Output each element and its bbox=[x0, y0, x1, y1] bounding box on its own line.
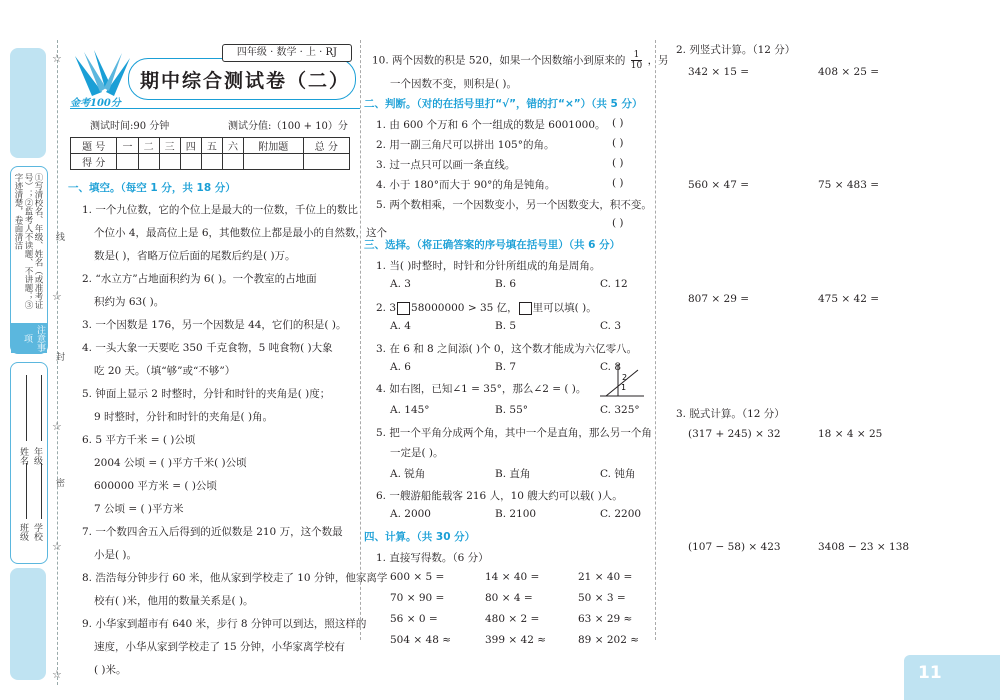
section-3-title: 三、选择。（将正确答案的序号填在括号里）（共 6 分） bbox=[364, 239, 621, 251]
option[interactable]: B. 5 bbox=[495, 320, 517, 332]
option[interactable]: B. 55° bbox=[495, 404, 529, 416]
calc-item: 89 × 202 ≈ bbox=[578, 634, 640, 646]
question-line: 吃 20 天。（填“够”或“不够”） bbox=[94, 365, 236, 377]
angle-label: 2 bbox=[622, 373, 628, 382]
section-4-title: 四、计算。（共 30 分） bbox=[364, 531, 476, 543]
question-line: 6. 5 平方千米 = ( )公顷 bbox=[82, 434, 196, 446]
calc-item: 475 × 42 = bbox=[818, 293, 880, 305]
cut-label: 线 bbox=[54, 232, 64, 241]
option[interactable]: B. 6 bbox=[495, 278, 517, 290]
score-cell[interactable] bbox=[180, 154, 201, 170]
star-icon: ☆ bbox=[52, 668, 62, 681]
question-text: 58000000 > 35 亿， bbox=[411, 302, 518, 314]
option[interactable]: C. 钝角 bbox=[600, 468, 636, 480]
question-line: 9. 小华家到超市有 640 米，步行 8 分钟可以到达，照这样的 bbox=[82, 618, 367, 630]
brand-logo-text: 金考100分 bbox=[70, 98, 121, 109]
table-row-label: 得 分 bbox=[71, 154, 117, 170]
calc-item: 80 × 4 = bbox=[485, 592, 533, 604]
option[interactable]: A. 2000 bbox=[390, 508, 431, 520]
judge-item: 5. 两个数相乘，一个因数变小，另一个因数变大，积不变。 bbox=[376, 199, 652, 211]
option[interactable]: A. 4 bbox=[390, 320, 411, 332]
score-cell[interactable] bbox=[303, 154, 349, 170]
calc-item: 56 × 0 = bbox=[390, 613, 438, 625]
page-number-tab bbox=[904, 655, 1000, 700]
class-field[interactable] bbox=[26, 463, 27, 519]
score-cell[interactable] bbox=[222, 154, 243, 170]
calc-item: (317 + 245) × 32 bbox=[688, 428, 781, 440]
question-line: 数是( )，省略万位后面的尾数后约是( )万。 bbox=[94, 250, 296, 262]
grade-field[interactable] bbox=[41, 375, 42, 441]
table-header-cell: 题 号 bbox=[71, 138, 117, 154]
judge-item: 1. 由 600 个万和 6 个一组成的数是 6001000。 bbox=[376, 119, 606, 131]
angle-figure bbox=[598, 360, 646, 400]
judge-item: 4. 小于 180°而大于 90°的角是钝角。 bbox=[376, 179, 556, 191]
question-line: 4. 一头大象一天要吃 350 千克食物，5 吨食物( )大象 bbox=[82, 342, 333, 354]
calc-item: 70 × 90 = bbox=[390, 592, 445, 604]
table-header-cell: 附加题 bbox=[244, 138, 303, 154]
question-line: 1. 当( )时整时，时针和分针所组成的角是周角。 bbox=[376, 260, 601, 272]
calc-item: 342 × 15 = bbox=[688, 66, 750, 78]
subsection-title: 2. 列竖式计算。（12 分） bbox=[676, 44, 796, 56]
question-line bbox=[376, 300, 597, 315]
option[interactable]: C. 8 bbox=[600, 361, 622, 373]
question-line: 一个因数不变，则积是( )。 bbox=[390, 78, 518, 90]
binding-strip-bottom bbox=[10, 568, 46, 680]
question-line: 3. 在 6 和 8 之间添( )个 0，这个数才能成为六亿零八。 bbox=[376, 343, 638, 355]
question-text: 2. 3 bbox=[376, 302, 397, 314]
table-header-cell: 一 bbox=[117, 138, 138, 154]
answer-paren[interactable]: ( ) bbox=[612, 137, 624, 149]
question-line: 一定是( )。 bbox=[390, 447, 444, 459]
table-header-cell: 四 bbox=[180, 138, 201, 154]
question-line: 速度，小华从家到学校走了 15 分钟，小华家离学校有 bbox=[94, 641, 346, 653]
question-line: 2. “水立方”占地面积约为 6( )。一个教室的占地面 bbox=[82, 273, 317, 285]
table-row bbox=[71, 154, 350, 170]
subsection-title: 3. 脱式计算。（12 分） bbox=[676, 408, 785, 420]
calc-item: 21 × 40 = bbox=[578, 571, 633, 583]
question-text: 里可以填( )。 bbox=[532, 302, 597, 314]
calc-item: 600 × 5 = bbox=[390, 571, 445, 583]
grade-tag: 四年级 · 数学 · 上 · RJ bbox=[222, 44, 352, 62]
question-line: 个位小 4，最高位上是 6，其他数位上都是最小的自然数，这个 bbox=[94, 227, 388, 239]
notice-text: ①写清校名、年级、姓名（或准考证号）；②监考人不读题、不讲题；③字迹清楚，卷面清洁 bbox=[13, 173, 43, 309]
table-header-cell: 二 bbox=[138, 138, 159, 154]
calc-item: 18 × 4 × 25 bbox=[818, 428, 883, 440]
fraction-denominator: 10 bbox=[630, 61, 643, 71]
calc-item: 3408 − 23 × 138 bbox=[818, 541, 910, 553]
school-field[interactable] bbox=[41, 463, 42, 519]
notice-box bbox=[10, 166, 48, 354]
score-cell[interactable] bbox=[138, 154, 159, 170]
answer-paren[interactable]: ( ) bbox=[612, 217, 624, 229]
score-cell[interactable] bbox=[117, 154, 138, 170]
score-table bbox=[70, 137, 350, 170]
table-header-cell: 总 分 bbox=[303, 138, 349, 154]
star-icon: ☆ bbox=[52, 420, 62, 433]
option[interactable]: B. 7 bbox=[495, 361, 517, 373]
calc-item: 50 × 3 = bbox=[578, 592, 626, 604]
calc-item: 807 × 29 = bbox=[688, 293, 750, 305]
answer-paren[interactable]: ( ) bbox=[612, 117, 624, 129]
score-cell[interactable] bbox=[244, 154, 303, 170]
question-line: 6. 一艘游船能载客 216 人，10 艘大约可以载( )人。 bbox=[376, 490, 623, 502]
table-header-cell: 六 bbox=[222, 138, 243, 154]
calc-item: 14 × 40 = bbox=[485, 571, 540, 583]
subsection-title: 1. 直接写得数。（6 分） bbox=[376, 552, 489, 564]
divider bbox=[70, 108, 360, 109]
score-cell[interactable] bbox=[159, 154, 180, 170]
question-line: 小是( )。 bbox=[94, 549, 138, 561]
question-text: 10. 两个因数的积是 520，如果一个因数缩小到原来的 bbox=[372, 54, 626, 67]
option[interactable]: B. 2100 bbox=[495, 508, 537, 520]
name-field[interactable] bbox=[26, 375, 27, 441]
option[interactable]: C. 3 bbox=[600, 320, 622, 332]
question-line: 600000 平方米 = ( )公顷 bbox=[94, 480, 217, 492]
option[interactable]: C. 325° bbox=[600, 404, 640, 416]
answer-paren[interactable]: ( ) bbox=[612, 177, 624, 189]
table-header-cell: 五 bbox=[201, 138, 222, 154]
question-line: 7. 一个数四舍五入后得到的近似数是 210 万，这个数最 bbox=[82, 526, 343, 538]
question-line: 5. 把一个平角分成两个角，其中一个是直角，那么另一个角 bbox=[376, 427, 652, 439]
option[interactable]: A. 锐角 bbox=[390, 468, 426, 480]
table-header-cell: 三 bbox=[159, 138, 180, 154]
calc-item: (107 − 58) × 423 bbox=[688, 541, 781, 553]
grade-label: 年级 bbox=[32, 447, 42, 465]
section-2-title: 二、判断。（对的在括号里打“√”，错的打“×”）（共 5 分） bbox=[364, 98, 643, 110]
star-icon: ☆ bbox=[52, 52, 62, 65]
notice-title: 注意事项 bbox=[11, 323, 47, 353]
school-label: 学校 bbox=[32, 523, 42, 541]
name-label: 姓名 bbox=[18, 447, 28, 465]
calc-item: 399 × 42 ≈ bbox=[485, 634, 547, 646]
question-line: 8. 浩浩每分钟步行 60 米，他从家到学校走了 10 分钟，他家离学 bbox=[82, 572, 388, 584]
question-line bbox=[372, 50, 669, 71]
fraction bbox=[631, 50, 642, 71]
star-icon: ☆ bbox=[52, 540, 62, 553]
judge-item: 3. 过一点只可以画一条直线。 bbox=[376, 159, 516, 171]
column-divider bbox=[655, 40, 656, 640]
question-line: 1. 一个九位数，它的个位上是最大的一位数，千位上的数比 bbox=[82, 204, 358, 216]
section-1-title: 一、填空。（每空 1 分，共 18 分） bbox=[68, 182, 236, 194]
question-line: 积约为 63( )。 bbox=[94, 296, 165, 308]
page-title: 期中综合测试卷（二） bbox=[140, 70, 351, 92]
cut-label: 密 bbox=[54, 478, 64, 487]
cut-label: 封 bbox=[54, 352, 64, 361]
star-icon: ☆ bbox=[52, 290, 62, 303]
class-label: 班级 bbox=[18, 523, 28, 541]
option[interactable]: B. 直角 bbox=[495, 468, 531, 480]
fraction-numerator: 1 bbox=[631, 50, 642, 61]
question-line: 9 时整时，分针和时针的夹角是( )角。 bbox=[94, 411, 274, 423]
cut-line bbox=[57, 40, 58, 685]
option[interactable]: C. 12 bbox=[600, 278, 628, 290]
question-line: 2004 公顷 = ( )平方千米( )公顷 bbox=[94, 457, 247, 469]
option[interactable]: C. 2200 bbox=[600, 508, 642, 520]
question-line: 5. 钟面上显示 2 时整时，分针和时针的夹角是( )度； bbox=[82, 388, 331, 400]
calc-item: 408 × 25 = bbox=[818, 66, 880, 78]
question-line: 3. 一个因数是 176，另一个因数是 44，它们的积是( )。 bbox=[82, 319, 347, 331]
column-divider bbox=[360, 40, 361, 640]
question-line: ( )米。 bbox=[94, 664, 127, 676]
angle-label: 1 bbox=[621, 383, 627, 392]
test-time: 测试时间:90 分钟 bbox=[90, 121, 170, 132]
calc-item: 63 × 29 ≈ bbox=[578, 613, 633, 625]
table-row bbox=[71, 138, 350, 154]
question-line: 4. 如右图，已知∠1 = 35°，那么∠2 = ( )。 bbox=[376, 383, 587, 395]
binding-strip-top bbox=[10, 48, 46, 158]
test-score: 测试分值:（100 + 10）分 bbox=[228, 121, 348, 132]
page-number: 11 bbox=[918, 663, 942, 683]
calc-item: 560 × 47 = bbox=[688, 179, 750, 191]
score-cell[interactable] bbox=[201, 154, 222, 170]
answer-paren[interactable]: ( ) bbox=[612, 157, 624, 169]
judge-item: 2. 用一副三角尺可以拼出 105°的角。 bbox=[376, 139, 555, 151]
calc-item: 504 × 48 ≈ bbox=[390, 634, 452, 646]
blank-box[interactable] bbox=[519, 302, 532, 315]
calc-item: 480 × 2 = bbox=[485, 613, 540, 625]
blank-box[interactable] bbox=[397, 302, 410, 315]
student-info-box bbox=[10, 362, 48, 564]
question-line: 7 公顷 = ( )平方米 bbox=[94, 503, 184, 515]
question-text: ，另 bbox=[647, 54, 669, 67]
calc-item: 75 × 483 = bbox=[818, 179, 880, 191]
option[interactable]: A. 145° bbox=[390, 404, 430, 416]
option[interactable]: A. 3 bbox=[390, 278, 411, 290]
option[interactable]: A. 6 bbox=[390, 361, 411, 373]
question-line: 校有( )米，他用的数量关系是( )。 bbox=[94, 595, 254, 607]
